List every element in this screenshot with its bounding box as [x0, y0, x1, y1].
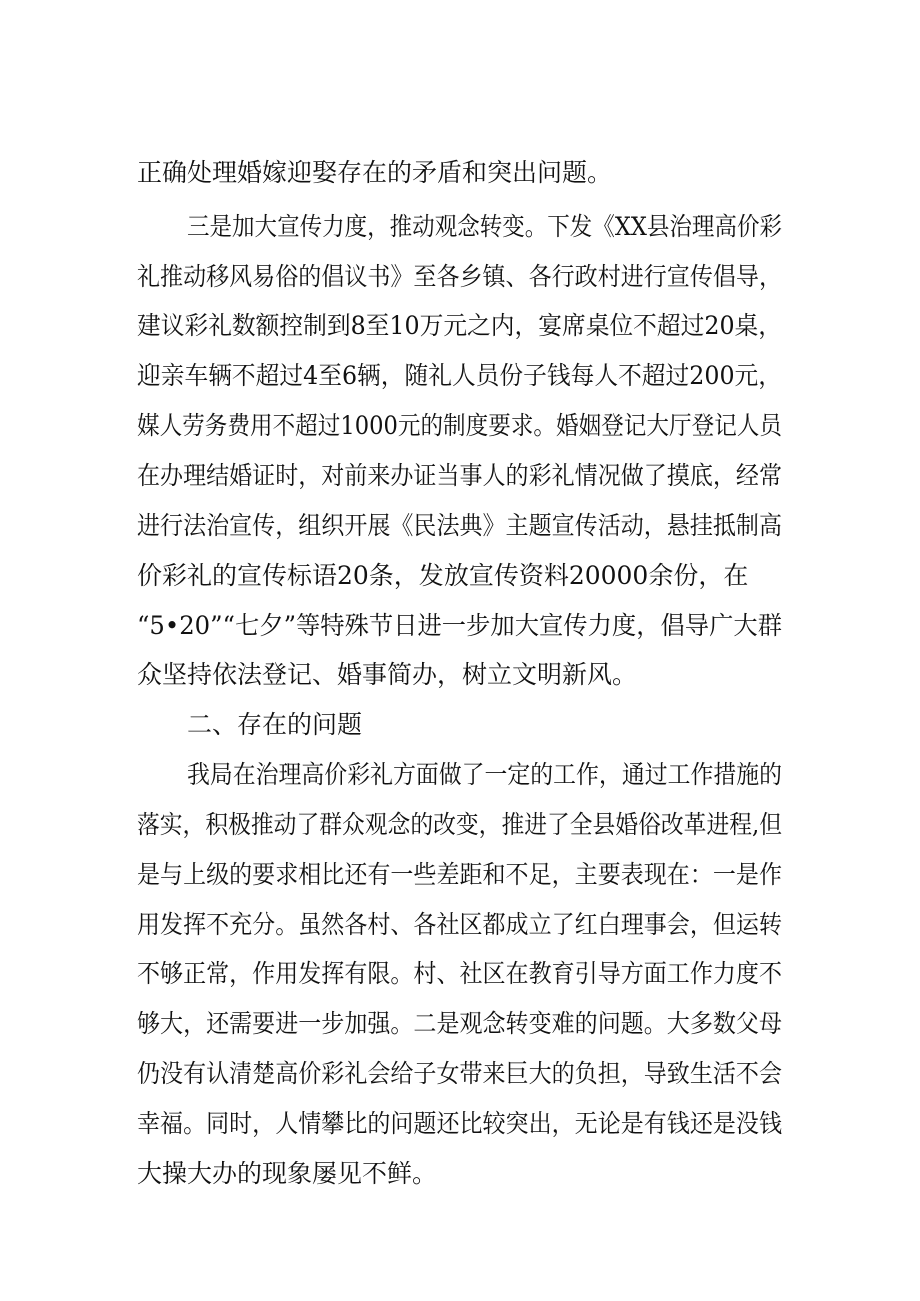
text-line: [0, 356, 920, 396]
text-line: [0, 954, 920, 994]
line-text: 迎亲车辆不超过4至6辆，随礼人员份子钱每人不超过200元，: [137, 361, 783, 390]
line-text: 在办理结婚证时，对前来办证当事人的彩礼情况做了摸底，经常: [137, 461, 782, 490]
line-text: 众坚持依法登记、婚事简办，树立文明新风。: [137, 660, 638, 689]
line-text: 三是加大宣传力度，推动观念转变。下发《XX县治理高价彩: [187, 212, 783, 241]
text-line: [0, 1104, 920, 1144]
text-line: [0, 655, 920, 695]
line-text: 建议彩礼数额控制到8至10万元之内，宴席桌位不超过20桌，: [137, 311, 783, 340]
line-text: 幸福。同时，人情攀比的问题还比较突出，无论是有钱还是没钱: [137, 1109, 782, 1138]
section-heading: [0, 705, 920, 745]
line-text: 媒人劳务费用不超过1000元的制度要求。婚姻登记大厅登记人员: [137, 411, 782, 440]
line-text: 礼推动移风易俗的倡议书》至各乡镇、各行政村进行宣传倡导，: [137, 262, 782, 291]
text-line: [0, 207, 920, 247]
text-line: [0, 1004, 920, 1044]
line-text: 用发挥不充分。虽然各村、各社区都成立了红白理事会，但运转: [137, 910, 782, 939]
text-line: [0, 153, 920, 193]
line-text: “5•20”“七夕”等特殊节日进一步加大宣传力度，倡导广大群: [137, 611, 783, 640]
line-text: 正确处理婚嫁迎娶存在的矛盾和突出问题。: [137, 158, 613, 187]
text-line: [0, 905, 920, 945]
line-text: 落实，积极推动了群众观念的改变，推进了全县婚俗改革进程,但: [137, 810, 783, 839]
line-text: 我局在治理高价彩礼方面做了一定的工作，通过工作措施的: [187, 760, 783, 789]
line-text: 仍没有认清楚高价彩礼会给子女带来巨大的负担，导致生活不会: [137, 1059, 782, 1088]
line-text: 大操大办的现象屡见不鲜。: [137, 1159, 438, 1188]
text-line: [0, 1154, 920, 1194]
text-line: [0, 257, 920, 297]
text-line: [0, 1054, 920, 1094]
text-line: [0, 456, 920, 496]
text-line: [0, 855, 920, 895]
text-line: [0, 506, 920, 546]
text-line: [0, 755, 920, 795]
text-line: [0, 606, 920, 646]
text-line: [0, 406, 920, 446]
line-text: 不够正常，作用发挥有限。村、社区在教育引导方面工作力度不: [137, 959, 782, 988]
line-text: 价彩礼的宣传标语20条，发放宣传资料20000余份，在: [137, 561, 749, 590]
line-text: 是与上级的要求相比还有一些差距和不足，主要表现在：一是作: [137, 860, 782, 889]
text-line: [0, 306, 920, 346]
text-line: [0, 805, 920, 845]
line-text: 够大，还需要进一步加强。二是观念转变难的问题。大多数父母: [137, 1009, 782, 1038]
section-heading-text: 二、存在的问题: [187, 710, 363, 739]
text-line: [0, 556, 920, 596]
line-text: 进行法治宣传，组织开展《民法典》主题宣传活动，悬挂抵制高: [137, 511, 782, 540]
